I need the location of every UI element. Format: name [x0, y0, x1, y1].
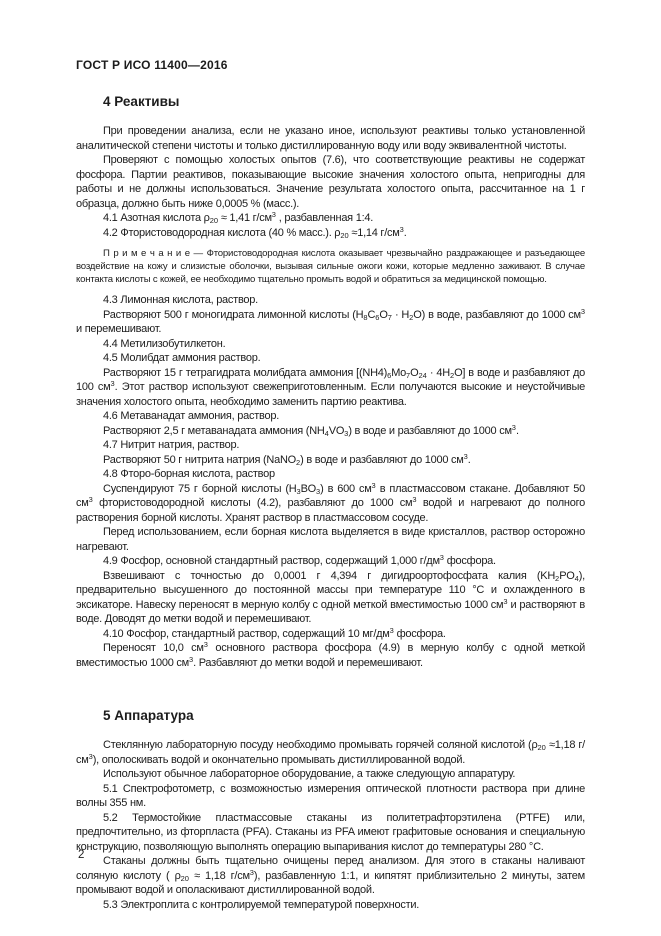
- paragraph: 4.9 Фосфор, основной стандартный раствор, содержащий 1,000 $г/дм^3$ фосфора.: [103, 552, 496, 567]
- paragraph: 4.4 Метилизобутилкетон.: [103, 337, 226, 350]
- paragraph: 4.5 Молибдат аммония раствор.: [103, 352, 261, 364]
- paragraph: При проведении анализа, если не указано иное, используют реактивы только установленной аналитической степени чистоты и только дистиллированную воду или воду эквивалентной чистоты.: [76, 125, 585, 152]
- paragraph: Проверяют с помощью холостых опытов (7.6), что соответствующие реактивы не содержат фосфора. Партии реактивов, показывающие высокие значения холостого опыта, непригодны для работы и не должны использоваться. Значение результата холостого опыта, рассчитанное на 1 г образца, должно быть ниже 0,0005 % (масс.).: [76, 154, 585, 210]
- paragraph: Растворяют 2,5 г метаванадата аммония $(NH_4VO_3)$ в воде и разбавляют до 1000 $см^3$.: [103, 422, 519, 438]
- paragraph: 4.7 Нитрит натрия, раствор.: [103, 439, 240, 451]
- paragraph: Стаканы должны быть тщательно очищены перед анализом. Для этого в стаканы наливают соляную кислоту ( $\rho_{20} \approx 1,18$ $г/см^3$), разбавленную 1:1, и кипятят приблизительно 2 минуты, затем промывают водой и ополаскивают дистиллированной водой.: [76, 855, 585, 896]
- document-content: [76, 58, 585, 912]
- paragraph: Суспендируют 75 г борной кислоты $(H_3BO_3)$ в 600 $см^3$ в пластмассовом стакане. Добавляют 50 $см^3$ фтористоводородной кислоты (4.2), разбавляют до 1000 $см^3$ водой и нагревают до полного растворения борной кислоты. Хранят раствор в пластмассовом сосуде.: [76, 480, 585, 524]
- paragraph: Стеклянную лабораторную посуду необходимо промывать горячей соляной кислотой ($\rho_{20} \approx 1,18$ $г/см^3$), ополоскивать водой и окончательно промывать дистиллированной водой.: [76, 739, 585, 766]
- paragraph: 5.2 Термостойкие пластмассовые стаканы из политетрафторэтилена (PTFE) или, предпочтительно, из фторпласта (PFA). Стаканы из PFA имеют графитовые основания и специальную конструкцию, позволяющую выполнять операцию выпаривания кислот до температуры 280 °С.: [76, 811, 585, 853]
- section-heading: 4 Реактивы: [103, 94, 180, 109]
- paragraph: 4.1 Азотная кислота $\rho_{20} \approx 1,41$ $г/см^3$ , разбавленная 1:4.: [103, 209, 374, 226]
- paragraph: 4.10 Фосфор, стандартный раствор, содержащий 10 $мг/дм^3$ фосфора.: [103, 625, 446, 640]
- document-header: ГОСТ Р ИСО 11400—2016: [76, 58, 228, 72]
- paragraph: 4.8 Фторо-борная кислота, раствор: [103, 468, 275, 480]
- document-body: [76, 94, 585, 912]
- paragraph: Растворяют 50 г нитрита натрия (NaNO$_2$) в воде и разбавляют до 1000 $см^3$.: [103, 451, 471, 467]
- paragraph: 4.3 Лимонная кислота, раствор.: [103, 294, 258, 306]
- paragraph: 5.1 Спектрофотометр, с возможностью измерения оптической плотности раствора при длине волны 355 нм.: [76, 782, 585, 809]
- paragraph: Используют обычное лабораторное оборудование, а также следующую аппаратуру.: [103, 768, 516, 780]
- paragraph: Перед использованием, если борная кислота выделяется в виде кристаллов, раствор осторожно нагревают.: [76, 526, 585, 553]
- page-number: 2: [78, 849, 85, 861]
- paragraph: Растворяют 500 г моногидрата лимонной кислоты $(H_8C_6O_7 \cdot H_2O)$ в воде, разбавляют до 1000 $см^3$ и перемешивают.: [76, 306, 585, 335]
- paragraph: Растворяют 15 г тетрагидрата молибдата аммония $[(NH4)_6Mo_7O_{24} \cdot 4H_2O]$ в воде и разбавляют до 100 $см^3$. Этот раствор используют свежеприготовленным. Если получаются высокие и неустойчивые значения холостого опыта, необходимо заменить партию реактива.: [76, 366, 585, 408]
- paragraph: 4.6 Метаванадат аммония, раствор.: [103, 410, 280, 422]
- section-heading: 5 Аппаратура: [103, 708, 194, 723]
- note-paragraph: П р и м е ч а н и е — Фтористоводородная кислота оказывает чрезвычайно раздражающее и разъедающее воздействие на кожу и слизистые оболочки, вызывая сильные ожоги кожи, которые медленно заживают. В случае контакта кислоты с кожей, ее необходимо тщательно промыть водой и обратиться за медицинской помощью.: [76, 248, 585, 285]
- paragraph: Взвешивают с точностью до 0,0001 г 4,394 г дигидроортофосфата калия $(KH_2PO_4)$, предварительно высушенного до постоянной массы при температуре 110 °С и охлажденного в эксикаторе. Навеску переносят в мерную колбу с одной меткой вместимостью 1000 $см^3$ и растворяют в воде. Доводят до метки водой и перемешивают.: [76, 569, 585, 625]
- paragraph: 4.2 Фтористоводородная кислота (40 % масс.). $\rho_{20} \approx 1,14$ $г/см^3$.: [103, 224, 407, 240]
- paragraph: Переносят 10,0 $см^3$ основного раствора фосфора (4.9) в мерную колбу с одной меткой вместимостью 1000 $см^3$. Разбавляют до метки водой и перемешивают.: [76, 639, 585, 669]
- paragraph: 5.3 Электроплита с контролируемой температурой поверхности.: [103, 898, 420, 911]
